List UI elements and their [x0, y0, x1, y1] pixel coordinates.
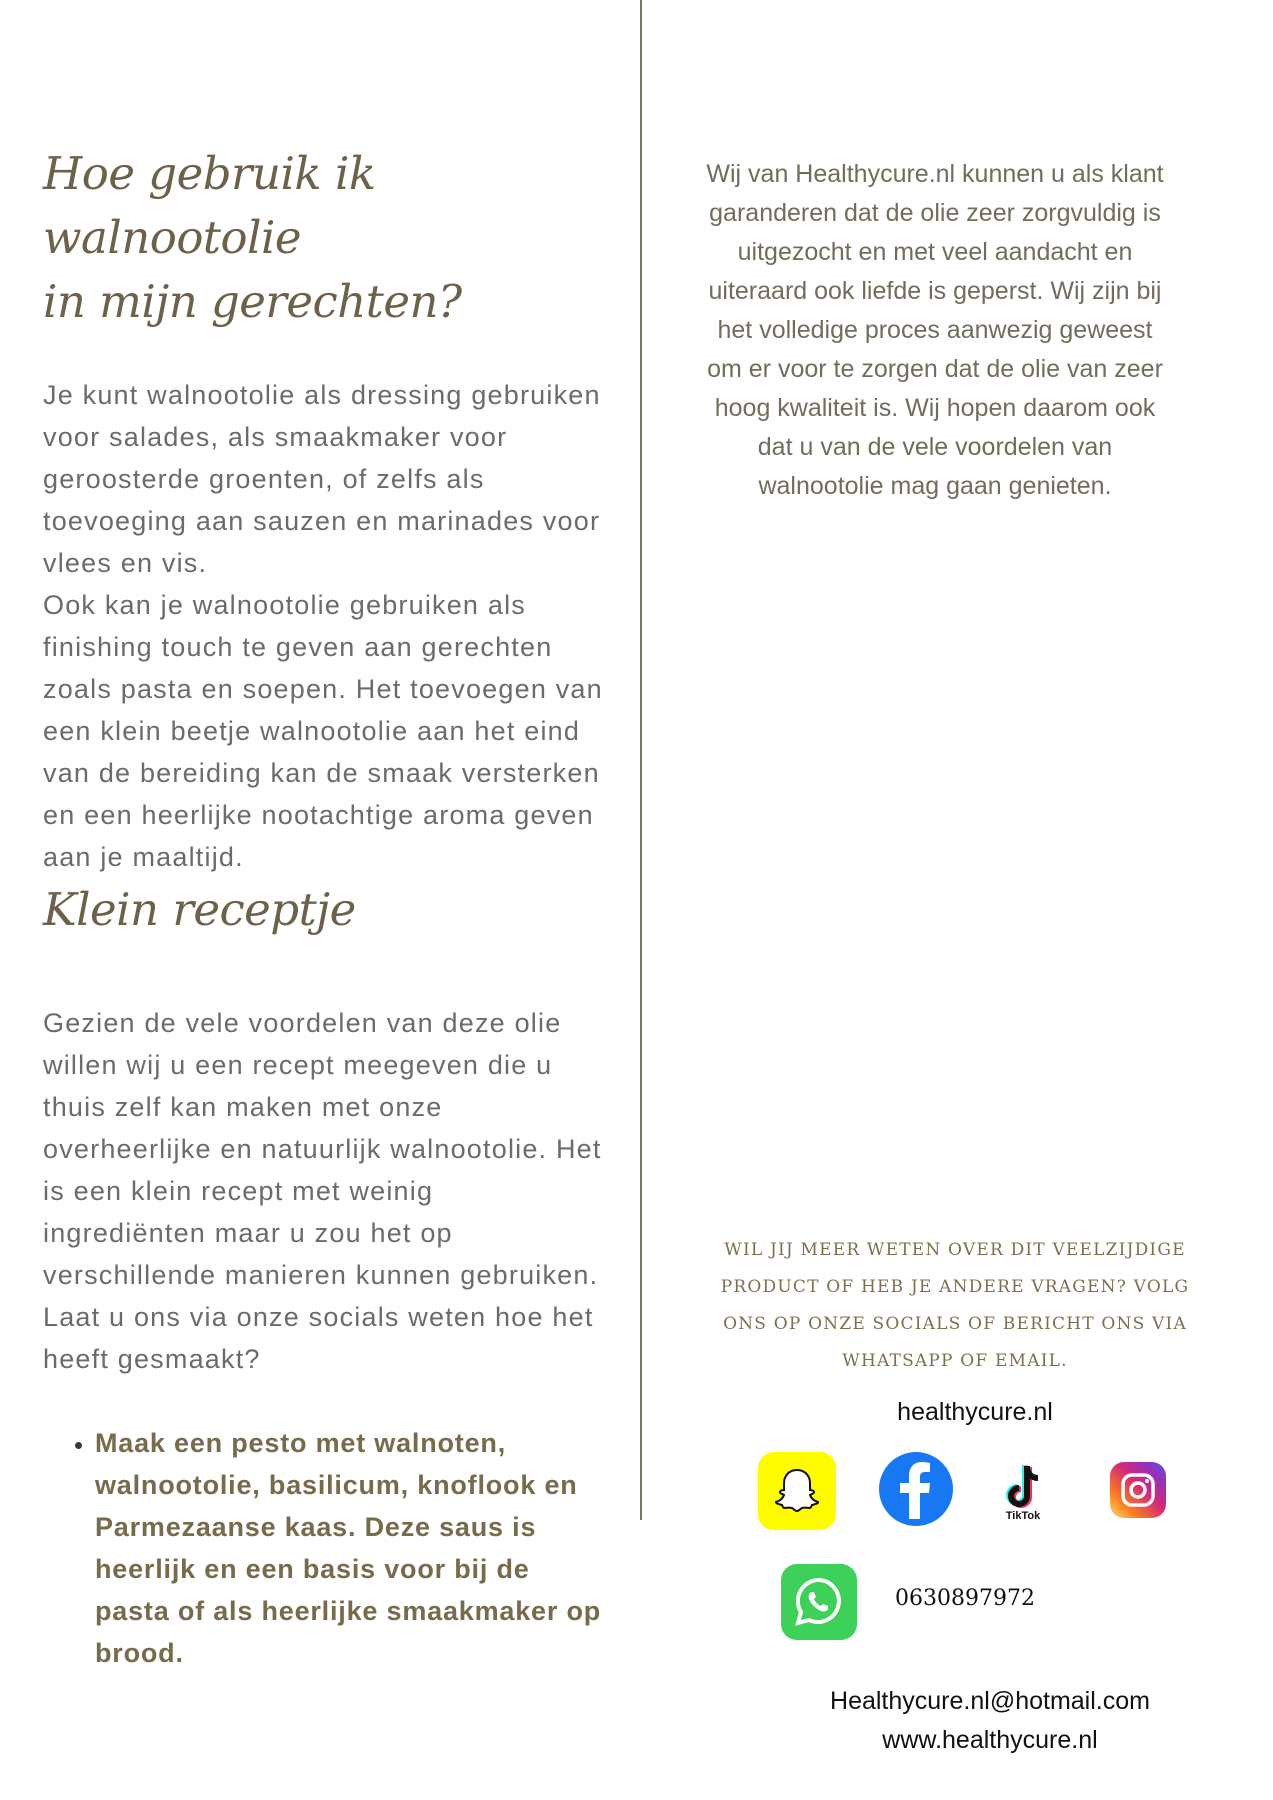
email-link[interactable]: Healthycure.nl@hotmail.com: [830, 1687, 1150, 1715]
guarantee-paragraph: Wij van Healthycure.nl kunnen u als klant garanderen dat de olie zeer zorgvuldig is uitgezocht en met veel aandacht en uiteraard ook liefde is geperst. Wij zijn bij het volledige proces aanwezig geweest om er voor te zorgen dat de olie van zeer hoog kwaliteit is. Wij hopen daarom ook dat u van de vele voordelen van walnootolie mag gaan genieten.: [706, 160, 1164, 500]
instagram-icon[interactable]: [1110, 1462, 1166, 1518]
usage-paragraph-2: Ook kan je walnootolie gebruiken als finishing touch te geven aan gerechten zoals pasta en soepen. Het toevoegen van een klein beetje walnootolie aan het eind van de bereiding kan de smaak versterken en een heerlijke nootachtige aroma geven aan je maaltijd.: [43, 590, 603, 872]
site-name[interactable]: healthycure.nl: [897, 1398, 1053, 1426]
website-link[interactable]: www.healthycure.nl: [882, 1726, 1098, 1754]
heading-how-to-use-line-1: Hoe gebruik ik walnootolie: [43, 147, 376, 264]
usage-paragraph-1: Je kunt walnootolie als dressing gebruiken voor salades, als smaakmaker voor geroosterde groenten, of zelfs als toevoeging aan sauzen en marinades voor vlees en vis.: [43, 380, 601, 578]
left-column: [43, 142, 603, 1674]
tiktok-label: TikTok: [1005, 1510, 1041, 1522]
tiktok-icon[interactable]: [989, 1452, 1057, 1532]
whatsapp-icon[interactable]: [781, 1564, 857, 1640]
column-divider: [640, 0, 642, 1520]
heading-how-to-use-line-2: in mijn gerechten?: [43, 275, 462, 328]
contact-call-to-action: WIL JIJ MEER WETEN OVER DIT VEELZIJDIGE PRODUCT OF HEB JE ANDERE VRAGEN? VOLG ONS OP ONZE SOCIALS OF BERICHT ONS VIA WHATSAPP OF EMAIL.: [720, 1240, 1190, 1371]
phone-number[interactable]: 0630897972: [895, 1586, 1035, 1611]
recipe-list-item: • Maak een pesto met walnoten, walnootolie, basilicum, knoflook en Parmezaanse kaas. Deze saus is heerlijk en een basis voor bij de pasta of als heerlijke smaakmaker op brood.: [95, 1422, 603, 1674]
recipe-intro-paragraph: Gezien de vele voordelen van deze olie willen wij u een recept meegeven die u thuis zelf kan maken met onze overheerlijke en natuurlijk walnootolie. Het is een klein recept met weinig ingrediënten maar u zou het op verschillende manieren kunnen gebruiken. Laat u ons via onze socials weten hoe het heeft gesmaakt?: [43, 1008, 602, 1374]
snapchat-icon[interactable]: [758, 1452, 836, 1530]
heading-how-to-use: [43, 142, 603, 334]
recipe-list: [43, 1422, 603, 1674]
heading-recipe: Klein receptje: [43, 883, 356, 936]
contact-block: [800, 1682, 1180, 1760]
facebook-icon[interactable]: [879, 1452, 953, 1526]
